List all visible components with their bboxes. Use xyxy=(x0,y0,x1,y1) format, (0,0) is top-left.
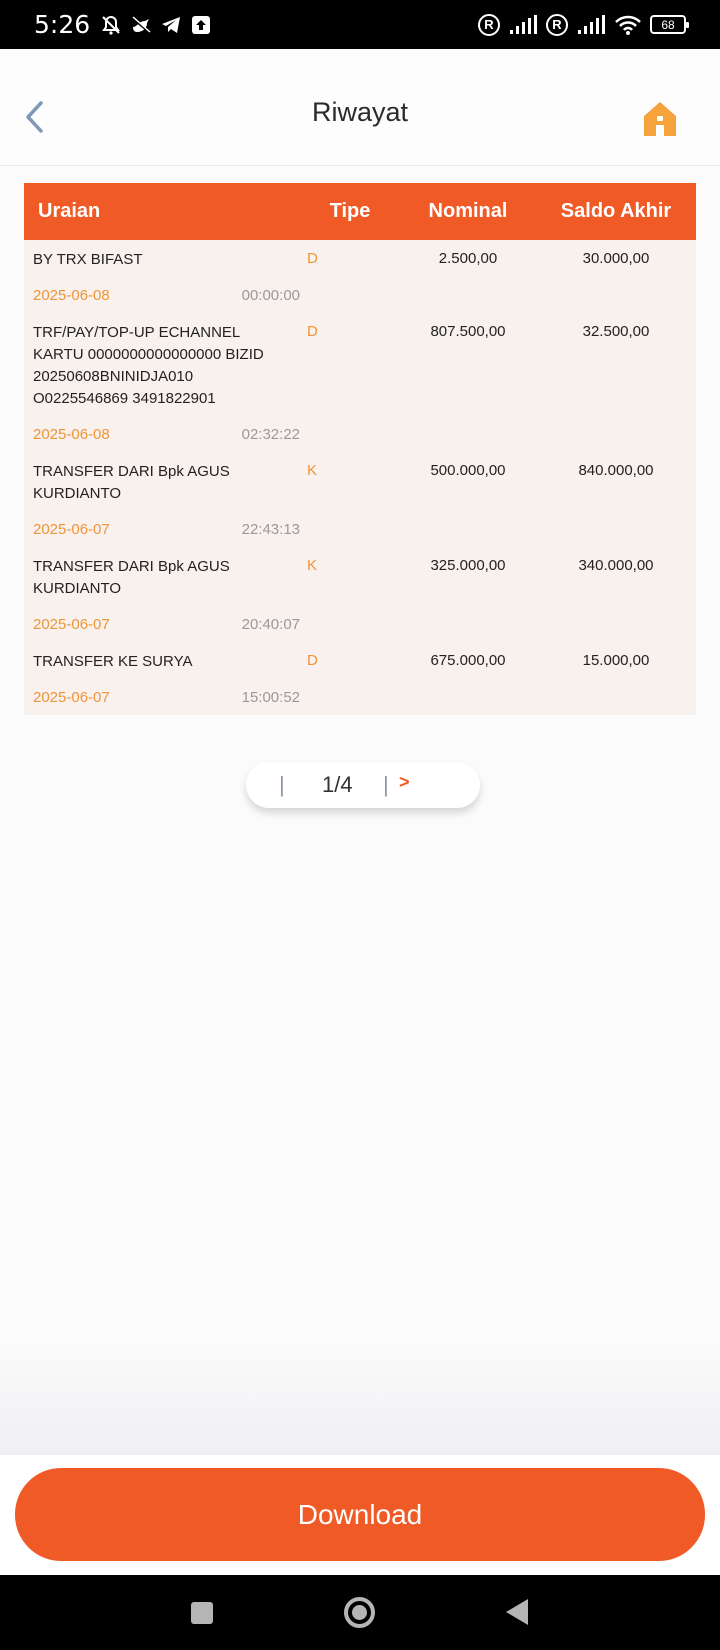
transaction-balance: 15.000,00 xyxy=(582,652,650,669)
battery-indicator: 68 xyxy=(650,15,686,34)
transaction-date: 2025-06-07 xyxy=(33,616,110,633)
transaction-nominal: 675.000,00 xyxy=(430,652,506,669)
table-header xyxy=(24,183,696,240)
transaction-type: K xyxy=(307,462,318,479)
transaction-description: BY TRX BIFAST xyxy=(33,251,143,268)
table-body xyxy=(24,240,696,715)
home-circle-icon[interactable] xyxy=(344,1597,375,1628)
column-header-uraian: Uraian xyxy=(38,200,101,222)
transaction-time: 22:43:13 xyxy=(241,521,300,538)
transaction-nominal: 500.000,00 xyxy=(430,462,506,479)
transaction-time: 20:40:07 xyxy=(241,616,300,633)
bottom-action-bar xyxy=(0,1455,720,1575)
transaction-type: D xyxy=(307,652,318,669)
pagination xyxy=(246,762,480,808)
transaction-datetime xyxy=(33,426,300,452)
transaction-description: TRANSFER DARI Bpk AGUS KURDIANTO xyxy=(33,558,230,597)
bird-off-icon xyxy=(130,14,152,36)
pagination-divider: | xyxy=(279,772,285,797)
bell-off-icon xyxy=(100,14,122,36)
transaction-description: TRANSFER DARI Bpk AGUS KURDIANTO xyxy=(33,463,230,502)
pagination-divider: | xyxy=(383,772,389,797)
transaction-time: 02:32:22 xyxy=(241,426,300,443)
transaction-nominal: 325.000,00 xyxy=(430,557,506,574)
page-title: Riwayat xyxy=(311,97,409,127)
telegram-icon xyxy=(160,14,182,36)
status-bar xyxy=(0,0,720,49)
table-row[interactable] xyxy=(24,547,696,642)
registered-icon: R xyxy=(546,14,568,36)
download-button[interactable]: Download xyxy=(15,1468,705,1561)
transaction-type: D xyxy=(307,323,318,340)
bottom-fade xyxy=(0,1340,720,1455)
description-cell xyxy=(24,452,300,547)
page-indicator: 1/4 xyxy=(322,772,353,797)
column-header-nominal: Nominal xyxy=(428,200,508,222)
transaction-date: 2025-06-07 xyxy=(33,521,110,538)
transaction-nominal: 807.500,00 xyxy=(430,323,506,340)
transaction-date: 2025-06-08 xyxy=(33,426,110,443)
transaction-time: 00:00:00 xyxy=(241,287,300,304)
system-navigation-bar xyxy=(0,1575,720,1650)
description-cell xyxy=(24,642,300,715)
table-row[interactable] xyxy=(24,452,696,547)
column-header-tipe: Tipe xyxy=(329,200,371,222)
transaction-datetime xyxy=(33,521,300,547)
status-time: 5:26 xyxy=(34,10,91,39)
transaction-balance: 840.000,00 xyxy=(578,462,654,479)
table-row[interactable] xyxy=(24,642,696,715)
notification-icons xyxy=(100,14,212,36)
signal-icon xyxy=(508,14,538,36)
transaction-datetime xyxy=(33,287,300,313)
column-header-saldo-akhir: Saldo Akhir xyxy=(560,200,672,222)
transaction-table xyxy=(24,183,696,715)
transaction-date: 2025-06-08 xyxy=(33,287,110,304)
table-row[interactable] xyxy=(24,240,696,313)
description-cell xyxy=(24,547,300,642)
transaction-type: D xyxy=(307,250,318,267)
table-row[interactable] xyxy=(24,313,696,452)
recent-apps-icon[interactable] xyxy=(191,1602,213,1624)
description-cell xyxy=(24,240,300,313)
home-button[interactable] xyxy=(640,99,680,139)
transaction-description: TRANSFER KE SURYA xyxy=(33,653,193,670)
transaction-type: K xyxy=(307,557,318,574)
transaction-datetime xyxy=(33,689,300,715)
back-triangle-icon[interactable] xyxy=(506,1599,528,1625)
next-page-button[interactable]: > xyxy=(399,772,410,792)
signal-icon xyxy=(576,14,606,36)
wifi-icon xyxy=(614,14,642,36)
upload-icon xyxy=(190,14,212,36)
registered-icon: R xyxy=(478,14,500,36)
transaction-datetime xyxy=(33,616,300,642)
transaction-nominal: 2.500,00 xyxy=(438,250,498,267)
system-status-icons xyxy=(478,14,686,36)
transaction-date: 2025-06-07 xyxy=(33,689,110,706)
transaction-time: 15:00:52 xyxy=(241,689,300,706)
description-cell xyxy=(24,313,300,452)
app-header xyxy=(0,49,720,166)
transaction-balance: 30.000,00 xyxy=(582,250,650,267)
transaction-description: TRF/PAY/TOP-UP ECHANNEL KARTU 0000000000000000 BIZID 20250608BNINIDJA010 O0225546869 3491822901 xyxy=(33,324,264,407)
transaction-balance: 32.500,00 xyxy=(582,323,650,340)
transaction-balance: 340.000,00 xyxy=(578,557,654,574)
home-icon xyxy=(640,99,680,139)
